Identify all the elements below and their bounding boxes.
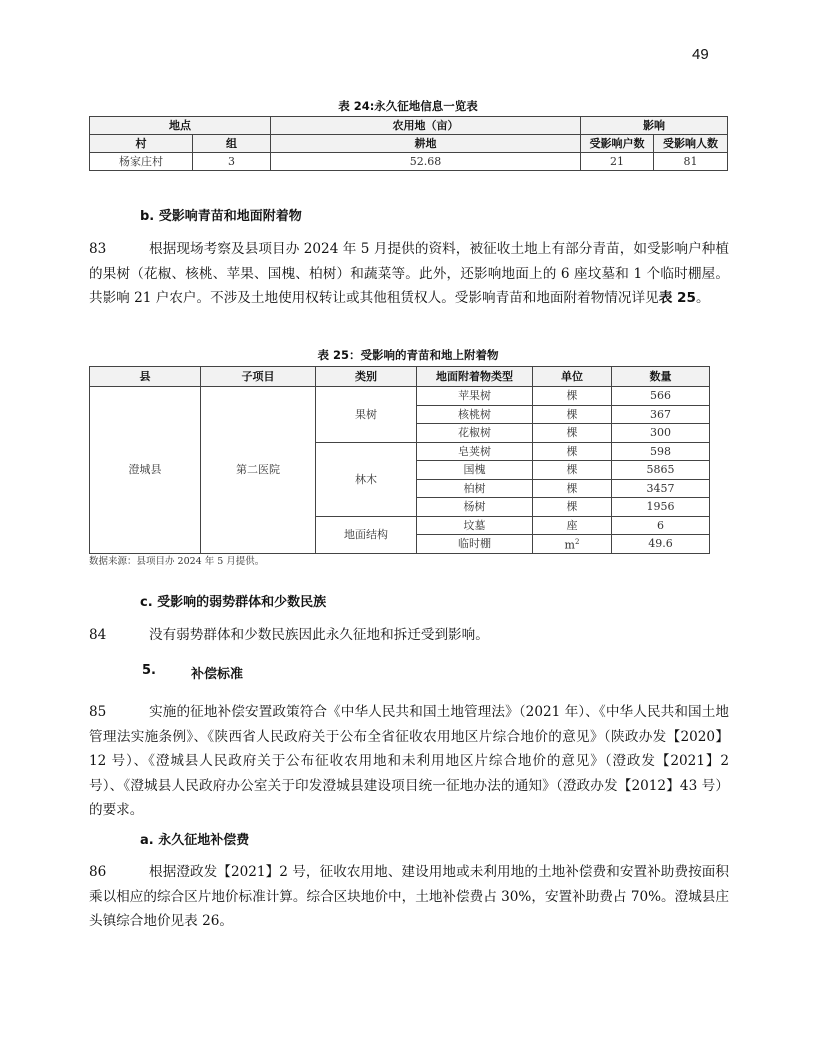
cell-qty: 49.6 <box>612 535 710 554</box>
cell-group: 3 <box>193 153 271 171</box>
paragraph-85 <box>89 700 729 823</box>
para-end: 。 <box>695 290 710 306</box>
table-row <box>90 387 710 406</box>
cell-qty: 3457 <box>612 479 710 498</box>
th-impact: 影响 <box>581 117 728 135</box>
cell-unit: 棵 <box>533 461 612 480</box>
para-number: 84 <box>89 627 107 643</box>
para-text: 根据澄政发【2021】2 号，征收农用地、建设用地或未利用地的土地补偿费和安置补助费按面积乘以相应的综合区片地价标准计算。综合区块地价中，土地补偿费占 30%，安置补助费占 70%。澄城县庄头镇综合地价见表 26。 <box>89 864 730 929</box>
cell-qty: 566 <box>612 387 710 406</box>
cell-unit: 棵 <box>533 424 612 443</box>
th-location: 地点 <box>90 117 271 135</box>
cell-county: 澄城县 <box>90 387 201 554</box>
section-5-number: 5. <box>142 663 156 678</box>
para-text: 没有弱势群体和少数民族因此永久征地和拆迁受到影响。 <box>149 627 489 643</box>
cell-unit <box>533 535 612 554</box>
para-number: 83 <box>89 241 107 257</box>
th-group: 组 <box>193 135 271 153</box>
cell-qty: 6 <box>612 516 710 535</box>
table-reference: 表 25 <box>658 290 696 306</box>
th-quantity: 数量 <box>612 367 710 387</box>
cell-qty: 1956 <box>612 498 710 517</box>
cell-type: 国槐 <box>417 461 533 480</box>
cell-qty: 5865 <box>612 461 710 480</box>
para-number: 86 <box>89 864 107 880</box>
cell-unit: 棵 <box>533 479 612 498</box>
section-b-heading: b. 受影响青苗和地面附着物 <box>140 209 302 224</box>
cell-category-structure: 地面结构 <box>316 516 417 553</box>
cell-category-forest: 林木 <box>316 442 417 516</box>
section-a-heading: a. 永久征地补偿费 <box>140 833 250 848</box>
cell-qty: 367 <box>612 405 710 424</box>
para-text: 根据现场考察及县项目办 2024 年 5 月提供的资料，被征收土地上有部分青苗，如受影响户种植的果树（花椒、核桃、苹果、国槐、柏树）和蔬菜等。此外，还影响地面上的 6 座坟墓和 1 个临时棚屋。共影响 21 户农户。不涉及土地使用权转让或其他租赁权人。受影响青苗和地面附着物情况详见 <box>89 241 729 306</box>
cell-type: 杨树 <box>417 498 533 517</box>
th-county: 县 <box>90 367 201 387</box>
th-farmland: 农用地（亩） <box>271 117 581 135</box>
table-row <box>90 153 728 171</box>
table25 <box>89 366 710 554</box>
para-number: 85 <box>89 704 107 720</box>
cell-qty: 300 <box>612 424 710 443</box>
cell-village: 杨家庄村 <box>90 153 193 171</box>
cell-cultivated: 52.68 <box>271 153 581 171</box>
para-text: 实施的征地补偿安置政策符合《中华人民共和国土地管理法》（2021 年）、《中华人民共和国土地管理法实施条例》、《陕西省人民政府关于公布全省征收农用地区片综合地价的意见》（陕政办发【2020】12 号）、《澄城县人民政府关于公布征收农用地和未利用地区片综合地价的意见》（澄政发【2021】2 号）、《澄城县人民政府办公室关于印发澄城县建设项目统一征地办法的通知》（澄政办发【2012】43 号）的要求。 <box>89 704 729 818</box>
cell-category-fruit: 果树 <box>316 387 417 443</box>
th-village: 村 <box>90 135 193 153</box>
cell-unit: 座 <box>533 516 612 535</box>
section-c-heading: c. 受影响的弱势群体和少数民族 <box>140 595 327 610</box>
cell-type: 花椒树 <box>417 424 533 443</box>
cell-qty: 598 <box>612 442 710 461</box>
th-category: 类别 <box>316 367 417 387</box>
th-cultivated: 耕地 <box>271 135 581 153</box>
th-type: 地面附着物类型 <box>417 367 533 387</box>
cell-unit: 棵 <box>533 498 612 517</box>
unit-base: m <box>564 538 575 552</box>
cell-subproject: 第二医院 <box>201 387 316 554</box>
cell-type: 坟墓 <box>417 516 533 535</box>
th-unit: 单位 <box>533 367 612 387</box>
unit-superscript: 2 <box>574 538 580 546</box>
table24 <box>89 116 728 171</box>
cell-type: 柏树 <box>417 479 533 498</box>
section-5-title: 补偿标准 <box>191 667 244 682</box>
th-subproject: 子项目 <box>201 367 316 387</box>
cell-type: 皂荚树 <box>417 442 533 461</box>
table25-source: 数据来源：县项目办 2024 年 5 月提供。 <box>89 556 265 567</box>
cell-unit: 棵 <box>533 405 612 424</box>
paragraph-84 <box>89 623 729 648</box>
paragraph-86 <box>89 860 729 934</box>
cell-unit: 棵 <box>533 387 612 406</box>
cell-households: 21 <box>581 153 654 171</box>
cell-type: 核桃树 <box>417 405 533 424</box>
th-persons: 受影响人数 <box>654 135 728 153</box>
table24-caption: 表 24:永久征地信息一览表 <box>338 99 478 113</box>
cell-unit: 棵 <box>533 442 612 461</box>
page-number: 49 <box>692 46 709 63</box>
cell-type: 苹果树 <box>417 387 533 406</box>
th-households: 受影响户数 <box>581 135 654 153</box>
paragraph-83 <box>89 237 729 311</box>
table25-caption: 表 25：受影响的青苗和地上附着物 <box>317 348 499 362</box>
cell-persons: 81 <box>654 153 728 171</box>
cell-type: 临时棚 <box>417 535 533 554</box>
